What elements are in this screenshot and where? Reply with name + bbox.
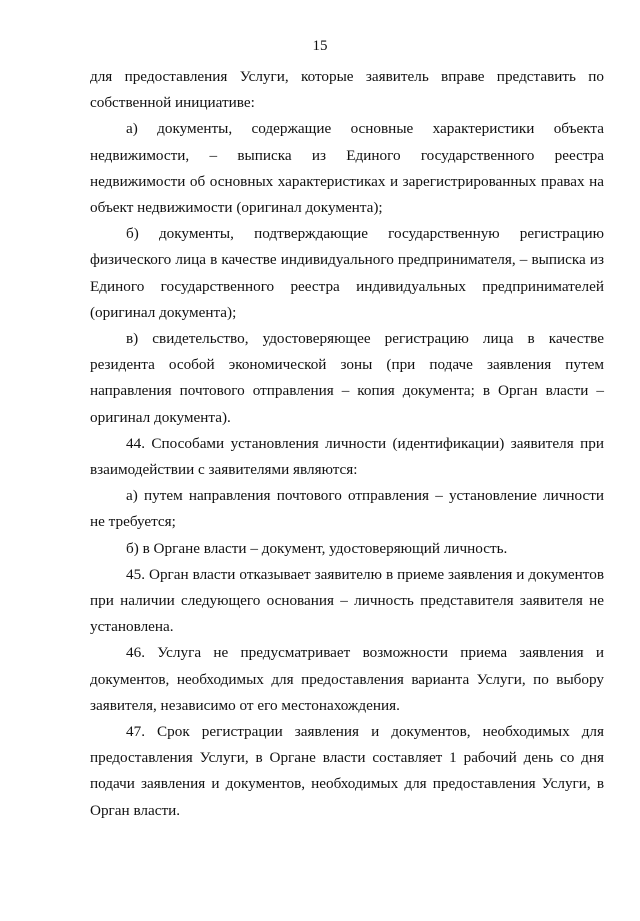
paragraph-45: 45. Орган власти отказывает заявителю в приеме заявления и документов при наличии следующего основания – личность представителя заявителя не установлена.: [90, 565, 604, 636]
paragraph-item-a: а) документы, содержащие основные характеристики объекта недвижимости, – выписка из Единого государственного реестра недвижимости об основных характеристиках и зарегистрированных правах на объект недвижимости (оригинал документа);: [90, 120, 604, 217]
paragraph-44: 44. Способами установления личности (идентификации) заявителя при взаимодействии с заявителями являются:: [90, 434, 604, 479]
paragraph-47: 47. Срок регистрации заявления и документов, необходимых для предоставления Услуги, в Органе власти составляет 1 рабочий день со дня подачи заявления и документов, необходимых для предоставления Услуги, в Орган власти.: [90, 723, 604, 819]
paragraph-item-v: в) свидетельство, удостоверяющее регистрацию лица в качестве резидента особой экономической зоны (при подаче заявления путем направления почтового отправления – копия документа; в Орган власти – оригинал документа).: [90, 330, 604, 426]
paragraph-44-item-b: б) в Органе власти – документ, удостоверяющий личность.: [126, 539, 508, 557]
page-number: 15: [312, 38, 328, 54]
document-body: [90, 64, 604, 824]
paragraph-continuation: для предоставления Услуги, которые заявитель вправе представить по собственной инициативе:: [90, 68, 604, 112]
paragraph-item-b: б) документы, подтверждающие государственную регистрацию физического лица в качестве индивидуального предпринимателя, – выписка из Единого государственного реестра индивидуальных предпринимателей (оригинал документа);: [90, 225, 604, 321]
paragraph-44-item-a: а) путем направления почтового отправления – установление личности не требуется;: [90, 487, 604, 531]
paragraph-46: 46. Услуга не предусматривает возможности приема заявления и документов, необходимых для предоставления варианта Услуги, по выбору заявителя, независимо от его местонахождения.: [90, 644, 604, 714]
